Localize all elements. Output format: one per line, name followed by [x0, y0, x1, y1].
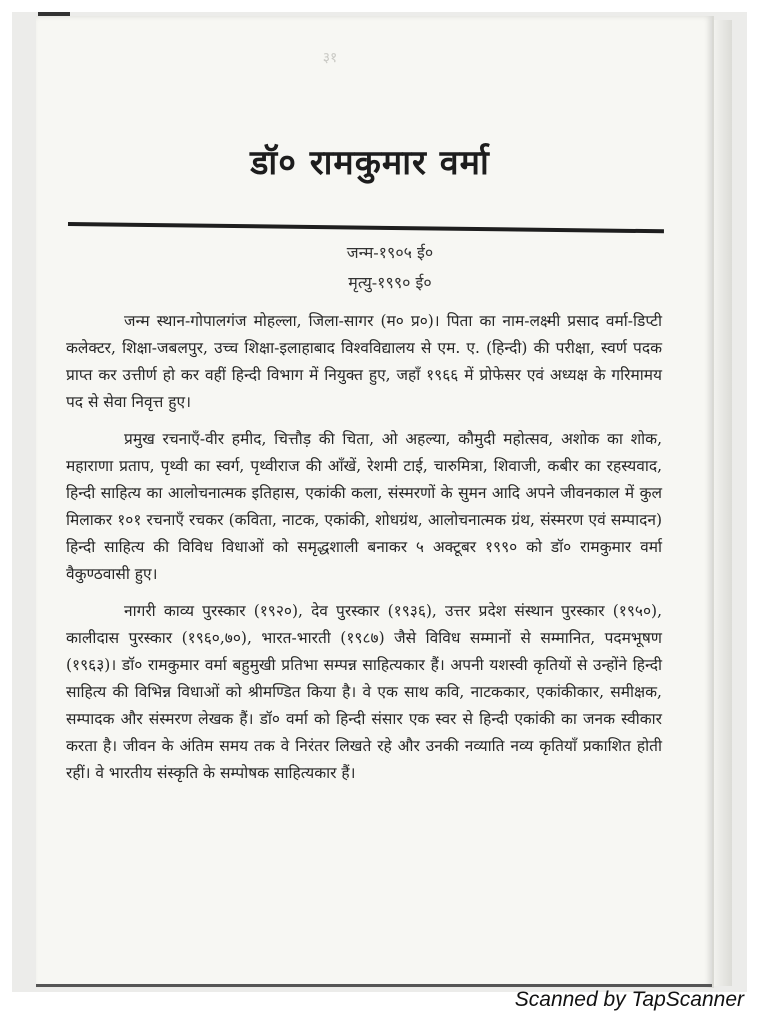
scanner-watermark: Scanned by TapScanner [514, 988, 744, 1011]
page-title: डॉ० रामकुमार वर्मा [250, 143, 490, 183]
paragraph-works: प्रमुख रचनाएँ-वीर हमीद, चित्तौड़ की चिता, ओ अहल्या, कौमुदी महोत्सव, अशोक का शोक, महाराणा प्रताप, पृथ्वी का स्वर्ग, पृथ्वीराज की आँखें, रेशमी टाई, चारुमित्रा, शिवाजी, कबीर का रहस्यवाद, हिन्दी साहित्य का आलोचनात्मक इतिहास, एकांकी कला, संस्मरणों के सुमन आदि अपने जीवनकाल में कुल मिलाकर १०१ रचनाएँ रचकर (कविता, नाटक, एकांकी, शोधग्रंथ, आलोचनात्मक ग्रंथ, संस्मरण एवं सम्पादन) हिन्दी साहित्य की विविध विधाओं को समृद्धशाली बनाकर ५ अक्टूबर १९९० को डॉ० रामकुमार वर्मा वैकुण्ठवासी हुए। [66, 430, 662, 583]
death-year: मृत्यु-१९९० ई० [348, 273, 432, 292]
page-number: ३१ [322, 50, 338, 66]
biography-text [66, 308, 662, 797]
paragraph-birthplace: जन्म स्थान-गोपालगंज मोहल्ला, जिला-सागर (म० प्र०)। पिता का नाम-लक्ष्मी प्रसाद वर्मा-डिप्टी कलेक्टर, शिक्षा-जबलपुर, उच्च शिक्षा-इलाहाबाद विश्वविद्यालय से एम. ए. (हिन्दी) की परीक्षा, स्वर्ण पदक प्राप्त कर उत्तीर्ण हो कर वहीं हिन्दी विभाग में नियुक्त हुए, जहाँ १९६६ में प्रोफेसर एवं अध्यक्ष के गरिमामय पद से सेवा निवृत्त हुए। [66, 312, 662, 411]
life-dates [300, 238, 480, 298]
page-bottom-edge [36, 984, 712, 987]
paragraph-awards: नागरी काव्य पुरस्कार (१९२०), देव पुरस्कार (१९३६), उत्तर प्रदेश संस्थान पुरस्कार (१९५०), कालीदास पुरस्कार (१९६०,७०), भारत-भारती (१९८७) जैसे विविध सम्मानों से सम्मानित, पदमभूषण (१९६३)। डॉ० रामकुमार वर्मा बहुमुखी प्रतिभा सम्पन्न साहित्यकार हैं। अपनी यशस्वी कृतियों से उन्होंने हिन्दी साहित्य की विभिन्न विधाओं को श्रीमण्डित किया है। वे एक साथ कवि, नाटककार, एकांकीकार, समीक्षक, सम्पादक और संस्मरण लेखक हैं। डॉ० वर्मा को हिन्दी संसार एक स्वर से हिन्दी एकांकी का जनक स्वीकार करता है। जीवन के अंतिम समय तक वे निरंतर लिखते रहे और उनकी नव्याति नव्य कृतियाँ प्रकाशित होती रहीं। वे भारतीय संस्कृति के सम्पोषक साहित्यकार हैं। [66, 602, 662, 782]
birth-year: जन्म-१९०५ ई० [346, 243, 434, 262]
page-stack-edge [714, 20, 732, 986]
